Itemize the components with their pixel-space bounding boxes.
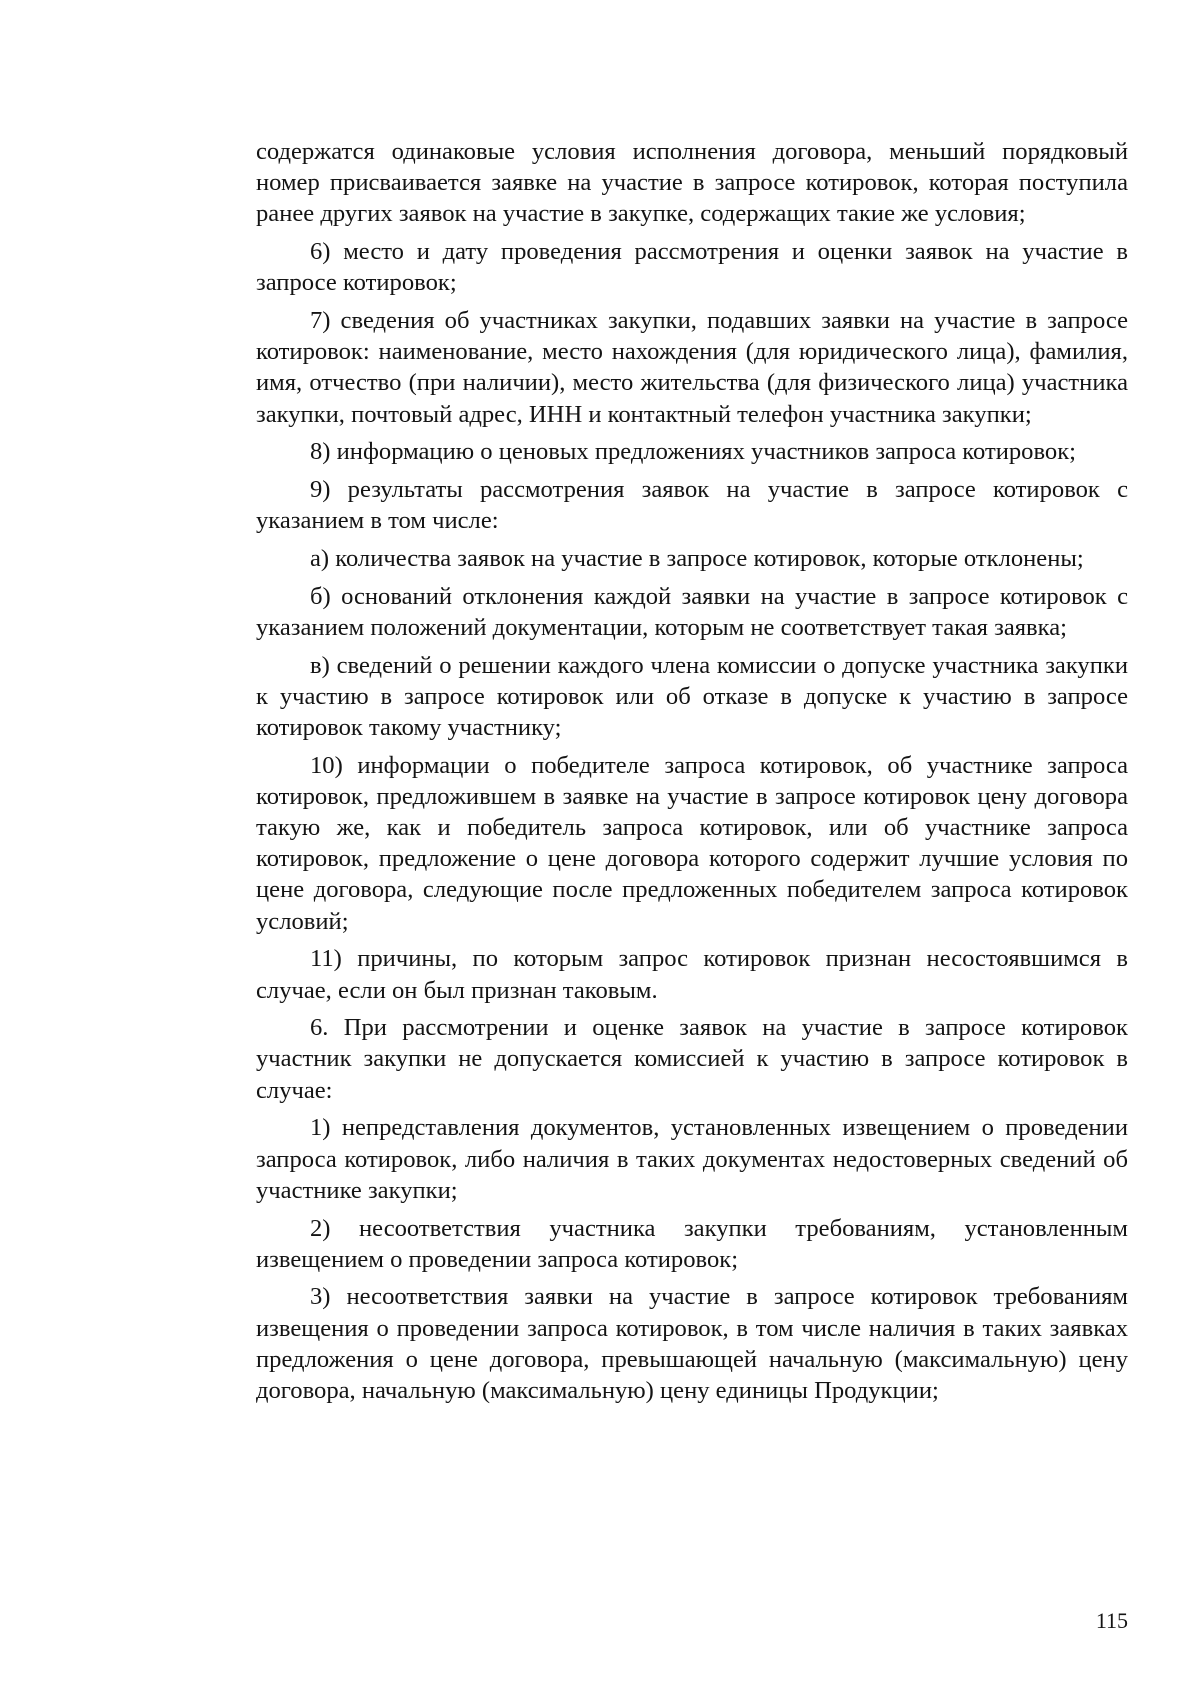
paragraph-item-8-price-offers: 8) информацию о ценовых предложениях участников запроса котировок;	[310, 438, 1076, 466]
paragraph-case-3-application-requirements: 3) несоответствия заявки на участие в запросе котировок требованиям извещения о проведении запроса котировок, в том числе наличия в таких заявках предложения о цене договора, превышающей начальную (максимальную) цену договора, начальную (максимальную) цену единицы Продукции;	[256, 1283, 1128, 1405]
paragraph-item-6-place-date: 6) место и дату проведения рассмотрения и оценки заявок на участие в запросе котировок;	[256, 238, 1128, 297]
paragraph-item-11-failure-reasons: 11) причины, по которым запрос котировок признан несостоявшимся в случае, если он был признан таковым.	[256, 945, 1128, 1004]
paragraph-case-1-documents: 1) непредставления документов, установленных извещением о проведении запроса котировок, либо наличия в таких документах недостоверных сведений об участнике закупки;	[256, 1114, 1128, 1204]
paragraph-item-7-participants: 7) сведения об участниках закупки, подавших заявки на участие в запросе котировок: наименование, место нахождения (для юридического лица), фамилия, имя, отчество (при наличии), место жительства (для физического лица) участника закупки, почтовый адрес, ИНН и контактный телефон участника закупки;	[256, 307, 1128, 428]
paragraph-subitem-a-rejected-count: а) количества заявок на участие в запросе котировок, которые отклонены;	[310, 544, 1084, 572]
paragraph-subitem-v-commission-decisions: в) сведений о решении каждого члена комиссии о допуске участника закупки к участию в запросе котировок или об отказе в допуске к участию в запросе котировок такому участнику;	[256, 651, 1128, 741]
paragraph-continuation: содержатся одинаковые условия исполнения договора, меньший порядковый номер присваивается заявке на участие в запросе котировок, которая поступила ранее других заявок на участие в закупке, содержащих такие же условия;	[256, 138, 1128, 228]
paragraph-section-6-admission: 6. При рассмотрении и оценке заявок на участие в запросе котировок участник закупки не допускается комиссией к участию в запросе котировок в случае:	[256, 1014, 1128, 1104]
paragraph-subitem-b-rejection-grounds: б) оснований отклонения каждой заявки на участие в запросе котировок с указанием положений документации, которым не соответствует такая заявка;	[256, 582, 1128, 641]
paragraph-case-2-participant-requirements: 2) несоответствия участника закупки требованиям, установленным извещением о проведении запроса котировок;	[256, 1214, 1128, 1273]
paragraph-item-9-results: 9) результаты рассмотрения заявок на участие в запросе котировок с указанием в том числе:	[256, 476, 1128, 535]
page-number: 115	[1095, 1608, 1128, 1633]
paragraph-item-10-winner-info: 10) информации о победителе запроса котировок, об участнике запроса котировок, предложившем в заявке на участие в запросе котировок цену договора такую же, как и победитель запроса котировок, или об участнике запроса котировок, предложение о цене договора которого содержит лучшие условия по цене договора, следующие после предложенных победителем запроса котировок условий;	[256, 751, 1128, 935]
document-body	[256, 136, 1128, 1413]
